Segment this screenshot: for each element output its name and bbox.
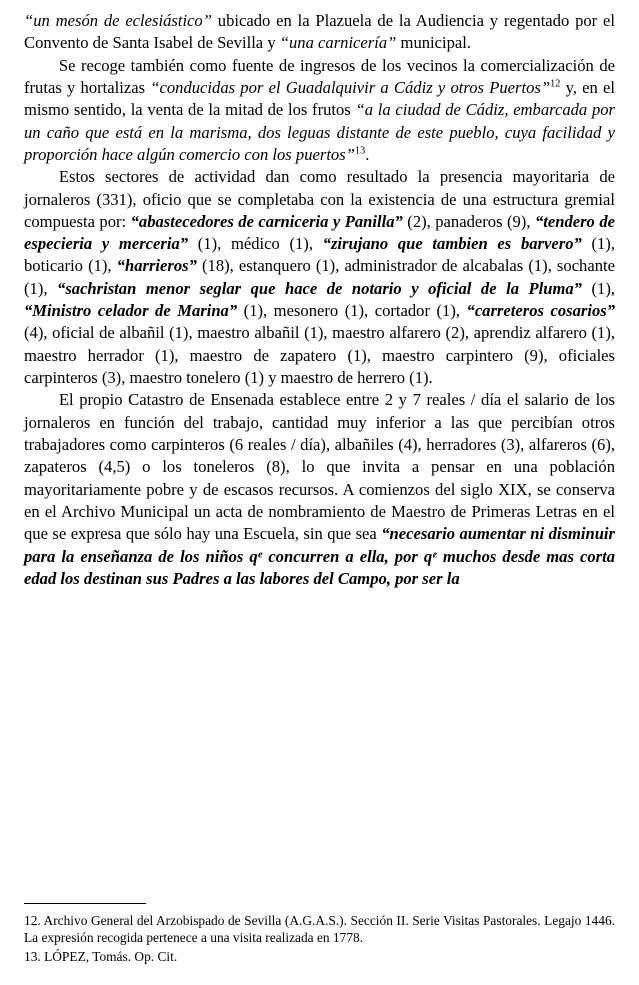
footnote-12: 12. Archivo General del Arzobispado de Sevilla (A.G.A.S.). Sección II. Serie Visitas Pastorales. Legajo 1446. La expresión recogida pertenece a una visita realizada en 1778. bbox=[24, 912, 615, 946]
footnote-separator-rule bbox=[24, 903, 146, 904]
text-run: (4), oficial de albañil (1), maestro albañil (1), maestro alfarero (2), aprendiz alfarero (1), maestro herrador (1), maestro de zapatero (1), maestro carpintero (9), oficiales carpinteros (3), maestro tonelero (1) y maestro de herrero (1). bbox=[24, 323, 615, 387]
paragraph-4 bbox=[24, 389, 615, 590]
quote-tendero-especieria: “tendero de especieria y merceria” bbox=[24, 211, 615, 254]
quote-necesario-aumentar: “necesario aumentar ni disminuir para la enseñanza de los niños qᵉ concurren a ella, por qᵉ muchos desde mas corta edad los destinan sus Padres a las labores del Campo, por ser la bbox=[24, 524, 615, 588]
quote-carniceria: “una carnicería” bbox=[279, 33, 397, 53]
quote-sachristan-menor: “sachristan menor seglar que hace de notario y oficial de la Pluma” bbox=[57, 278, 582, 298]
text-run: . bbox=[365, 144, 370, 164]
text-run: (1), mesonero (1), cortador (1), bbox=[237, 301, 467, 321]
text-run: Se recoge también como fuente de ingresos de los vecinos la comercialización de frutas y hortalizas bbox=[24, 55, 615, 97]
text-run: (1), bbox=[581, 278, 615, 298]
text-run: Estos sectores de actividad dan como resultado la presencia mayoritaria de jornaleros (331), oficio que se completaba con la existencia de una estructura gremial compuesta por: bbox=[24, 167, 615, 231]
footnotes-section bbox=[24, 903, 615, 967]
paragraph-1 bbox=[24, 10, 615, 55]
text-run: y, en el mismo sentido, la venta de la mitad de los frutos bbox=[24, 77, 616, 120]
quote-carreteros-cosarios: “carreteros cosarios” bbox=[466, 301, 615, 321]
text-run: municipal. bbox=[396, 33, 472, 53]
quote-zirujano-barvero: “zirujano que tambien es barvero” bbox=[322, 234, 582, 254]
body-text-column bbox=[24, 10, 615, 590]
footnote-13: 13. LÓPEZ, Tomás. Op. Cit. bbox=[24, 949, 178, 965]
text-run: (1), boticario (1), bbox=[24, 234, 615, 276]
quote-harrieros: “harrieros” bbox=[116, 256, 197, 276]
quote-meson-eclesiastico: “un mesón de eclesiástico” bbox=[24, 11, 212, 30]
text-run: (2), panaderos (9), bbox=[402, 211, 535, 231]
paragraph-2 bbox=[24, 55, 615, 167]
quote-ciudad-de-cadiz: “a la ciudad de Cádiz, embarcada por un caño que está en la marisma, dos leguas distante de este pueblo, cuya facilidad y proporción hace algún comercio con los puertos” bbox=[24, 100, 615, 164]
quote-ministro-celador: “Ministro celador de Marina” bbox=[24, 301, 238, 321]
text-run: (1), médico (1), bbox=[188, 234, 323, 254]
text-run: ubicado en la Plazuela de la Audiencia y regentado por el Convento de Santa Isabel de Sevilla y bbox=[24, 11, 615, 53]
quote-abastecedores: “abastecedores de carniceria y Panilla” bbox=[130, 211, 403, 231]
quote-conducidas-guadalquivir: “conducidas por el Guadalquivir a Cádiz y otros Puertos” bbox=[150, 77, 551, 97]
text-run: (18), estanquero (1), administrador de alcabalas (1), sochante (1), bbox=[24, 256, 615, 298]
text-run: El propio Catastro de Ensenada establece entre 2 y 7 reales / día el salario de los jornaleros en función del trabajo, cantidad muy inferior a las que percibían otros trabajadores como carpinteros (6 reales / día), albañiles (4), herradores (3), alfareros (6), zapateros (4,5) o los toneleros (8), lo que invita a pensar en una población mayoritariamente pobre y de escasos recursos. A comienzos del siglo XIX, se conserva en el Archivo Municipal un acta de nombramiento de Maestro de Primeras Letras en el que se expresa que sólo hay una Escuela, sin que sea bbox=[24, 390, 615, 544]
footnote-ref-13: 13 bbox=[354, 145, 366, 157]
paragraph-3 bbox=[24, 166, 615, 389]
footnote-ref-12: 12 bbox=[550, 78, 561, 90]
